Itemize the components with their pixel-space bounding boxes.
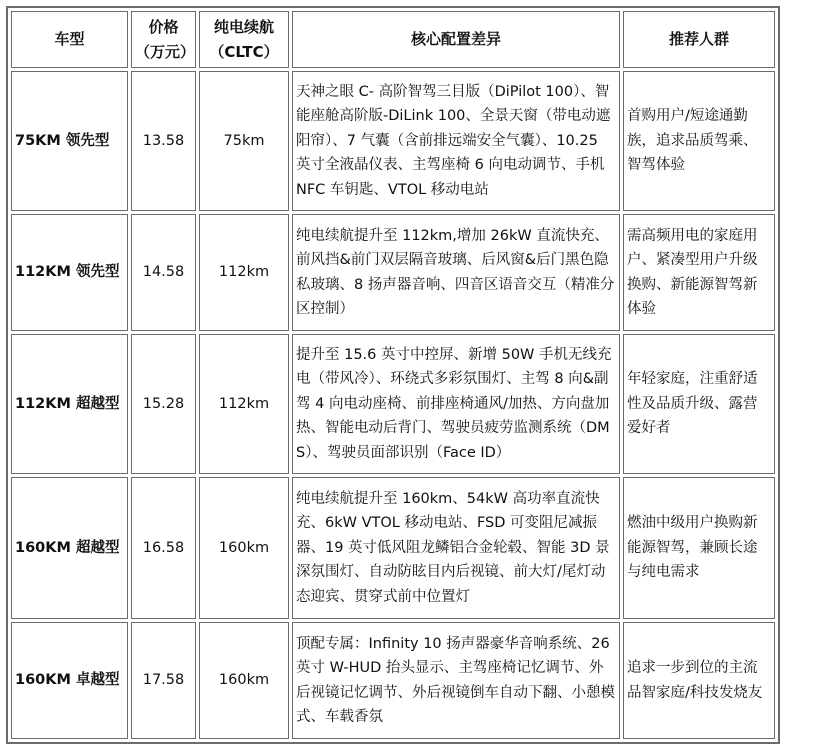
config-cell: 纯电续航提升至 160km、54kW 高功率直流快充、6kW VTOL 移动电站、FSD 可变阻尼减振器、19 英寸低风阻龙鳞铝合金轮毂、智能 3D 景深氛围灯、自动防眩目内后视镜、前大灯/尾灯动态迎宾、贯穿式前中位置灯 — [292, 477, 620, 619]
header-price — [131, 11, 196, 68]
range-cell: 160km — [199, 622, 289, 739]
range-cell: 160km — [199, 477, 289, 619]
range-cell: 112km — [199, 214, 289, 331]
model-cell: 160KM 卓越型 — [11, 622, 128, 739]
model-cell: 75KM 领先型 — [11, 71, 128, 211]
config-cell: 纯电续航提升至 112km,增加 26kW 直流快充、前风挡&前门双层隔音玻璃、后风窗&后门黑色隐私玻璃、8 扬声器音响、四音区语音交互（精准分区控制） — [292, 214, 620, 331]
trim-comparison-table — [6, 6, 780, 744]
model-cell: 112KM 超越型 — [11, 334, 128, 474]
table-row — [11, 334, 775, 474]
model-cell: 112KM 领先型 — [11, 214, 128, 331]
users-cell: 追求一步到位的主流品智家庭/科技发烧友 — [623, 622, 775, 739]
price-cell: 13.58 — [131, 71, 196, 211]
table-row — [11, 214, 775, 331]
config-cell: 提升至 15.6 英寸中控屏、新增 50W 手机无线充电（带风冷）、环绕式多彩氛围灯、主驾 8 向&副驾 4 向电动座椅、前排座椅通风/加热、方向盘加热、智能电动后背门、驾驶员疲劳监测系统（DMS）、驾驶员面部识别（Face ID） — [292, 334, 620, 474]
price-cell: 15.28 — [131, 334, 196, 474]
price-cell: 14.58 — [131, 214, 196, 331]
header-users: 推荐人群 — [623, 11, 775, 68]
model-cell: 160KM 超越型 — [11, 477, 128, 619]
range-cell: 75km — [199, 71, 289, 211]
table-row — [11, 477, 775, 619]
header-model: 车型 — [11, 11, 128, 68]
range-cell: 112km — [199, 334, 289, 474]
users-cell: 年轻家庭，注重舒适性及品质升级、露营爱好者 — [623, 334, 775, 474]
header-price-line1: 价格 — [148, 17, 179, 36]
table-row — [11, 71, 775, 211]
header-config: 核心配置差异 — [292, 11, 620, 68]
config-cell: 顶配专属：Infinity 10 扬声器豪华音响系统、26 英寸 W-HUD 抬头显示、主驾座椅记忆调节、外后视镜记忆调节、外后视镜倒车自动下翻、小憩模式、车载香氛 — [292, 622, 620, 739]
users-cell: 需高频用电的家庭用户、紧凑型用户升级换购、新能源智驾新体验 — [623, 214, 775, 331]
config-cell: 天神之眼 C- 高阶智驾三目版（DiPilot 100）、智能座舱高阶版-DiLink 100、全景天窗（带电动遮阳帘）、7 气囊（含前排远端安全气囊）、10.25 英寸全液晶仪表、主驾座椅 6 向电动调节、手机 NFC 车钥匙、VTOL 移动电站 — [292, 71, 620, 211]
users-cell: 燃油中级用户换购新能源智驾，兼顾长途与纯电需求 — [623, 477, 775, 619]
header-price-line2: （万元） — [135, 42, 196, 61]
price-cell: 16.58 — [131, 477, 196, 619]
header-row — [11, 11, 775, 68]
table-wrapper — [6, 6, 780, 744]
users-cell: 首购用户/短途通勤族，追求品质驾乘、智驾体验 — [623, 71, 775, 211]
price-cell: 17.58 — [131, 622, 196, 739]
header-range-line2: （CLTC） — [209, 42, 279, 61]
table-row — [11, 622, 775, 739]
header-range — [199, 11, 289, 68]
header-range-line1: 纯电续航 — [213, 17, 274, 36]
